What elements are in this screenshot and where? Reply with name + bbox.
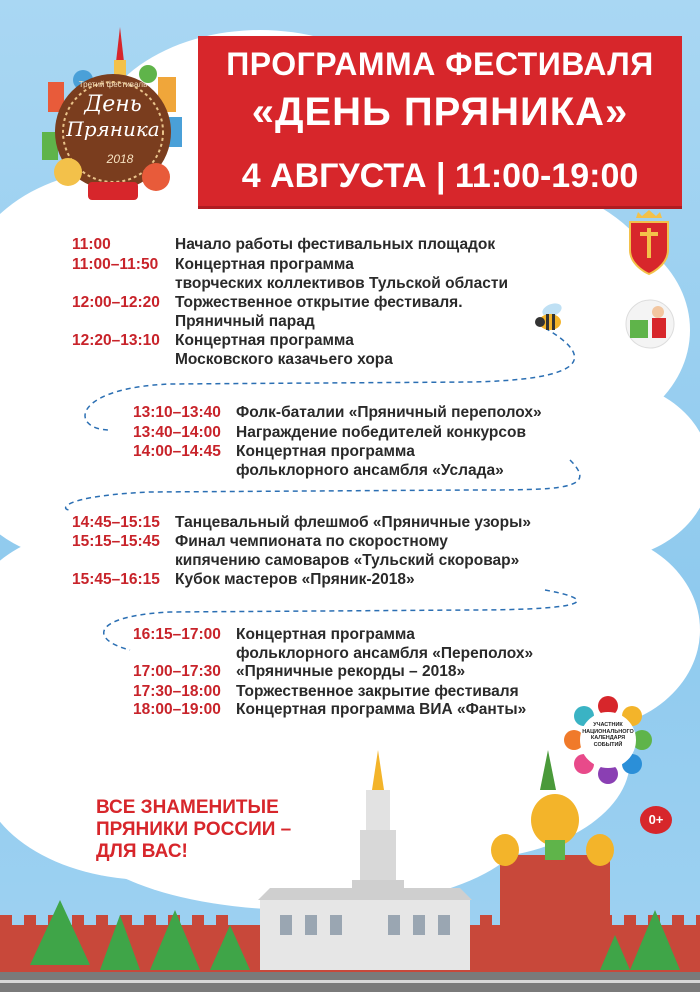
schedule-time: 14:00–14:45 bbox=[133, 443, 221, 460]
slogan-line: ПРЯНИКИ РОССИИ – bbox=[96, 819, 292, 840]
schedule-description: Концертная программа ВИА «Фанты» bbox=[236, 701, 527, 718]
schedule-description: кипячению самоваров «Тульский скоровар» bbox=[175, 552, 520, 569]
schedule-time: 12:20–13:10 bbox=[72, 332, 160, 349]
schedule-description: Кубок мастеров «Пряник-2018» bbox=[175, 571, 415, 588]
schedule-time: 17:00–17:30 bbox=[133, 663, 221, 680]
schedule-description: Начало работы фестивальных площадок bbox=[175, 236, 496, 253]
schedule-description: Торжественное закрытие фестиваля bbox=[236, 683, 519, 700]
logo-title-line1: День bbox=[84, 92, 142, 117]
schedule-description: Фолк-баталии «Пряничный переполох» bbox=[236, 404, 542, 421]
schedule-time: 12:00–12:20 bbox=[72, 294, 160, 311]
title-banner bbox=[198, 36, 682, 206]
schedule-description: Концертная программа bbox=[236, 443, 415, 460]
kremlin-skyline-illustration bbox=[0, 750, 700, 992]
schedule-description: фольклорного ансамбля «Услада» bbox=[236, 462, 504, 479]
schedule-time: 18:00–19:00 bbox=[133, 701, 221, 718]
tula-coat-of-arms-icon bbox=[626, 210, 672, 276]
slogan-line: ДЛЯ ВАС! bbox=[96, 841, 188, 862]
logo-title-line2: Пряника bbox=[66, 117, 160, 141]
logo-subtitle: Третий фестиваль bbox=[78, 80, 148, 89]
banner-date-time: 4 АВГУСТА | 11:00-19:00 bbox=[241, 157, 639, 195]
banner-line2: «ДЕНЬ ПРЯНИКА» bbox=[251, 90, 629, 134]
schedule-description: Концертная программа bbox=[236, 626, 415, 643]
schedule-time: 14:45–15:15 bbox=[72, 514, 160, 531]
accordion-mascot-icon bbox=[624, 296, 676, 354]
national-calendar-text: УЧАСТНИК НАЦИОНАЛЬНОГО КАЛЕНДАРЯ СОБЫТИЙ bbox=[582, 722, 634, 748]
schedule-time: 17:30–18:00 bbox=[133, 683, 221, 700]
schedule-description: Пряничный парад bbox=[175, 313, 315, 330]
schedule-description: «Пряничные рекорды – 2018» bbox=[236, 663, 466, 680]
bee-icon bbox=[530, 302, 570, 336]
schedule-description: Московского казачьего хора bbox=[175, 351, 393, 368]
age-rating-badge: 0+ bbox=[640, 806, 672, 834]
schedule-time: 11:00–11:50 bbox=[72, 256, 159, 273]
schedule-description: Финал чемпионата по скоростному bbox=[175, 533, 448, 550]
schedule-time: 15:15–15:45 bbox=[72, 533, 160, 550]
schedule-description: творческих коллективов Тульской области bbox=[175, 275, 508, 292]
banner-line1: ПРОГРАММА ФЕСТИВАЛЯ bbox=[226, 46, 654, 82]
schedule-time: 13:40–14:00 bbox=[133, 424, 221, 441]
logo-year: 2018 bbox=[106, 152, 134, 166]
schedule-time: 16:15–17:00 bbox=[133, 626, 221, 643]
schedule-time: 11:00 bbox=[72, 236, 111, 253]
schedule-description: Торжественное открытие фестиваля. bbox=[175, 294, 463, 311]
schedule-description: Награждение победителей конкурсов bbox=[236, 424, 526, 441]
schedule-description: Концертная программа bbox=[175, 332, 354, 349]
slogan-line: ВСЕ ЗНАМЕНИТЫЕ bbox=[96, 797, 279, 818]
schedule-description: Концертная программа bbox=[175, 256, 354, 273]
schedule-description: фольклорного ансамбля «Переполох» bbox=[236, 645, 534, 662]
schedule-time: 15:45–16:15 bbox=[72, 571, 160, 588]
schedule-description: Танцевальный флешмоб «Пряничные узоры» bbox=[175, 514, 531, 531]
schedule-time: 13:10–13:40 bbox=[133, 404, 221, 421]
